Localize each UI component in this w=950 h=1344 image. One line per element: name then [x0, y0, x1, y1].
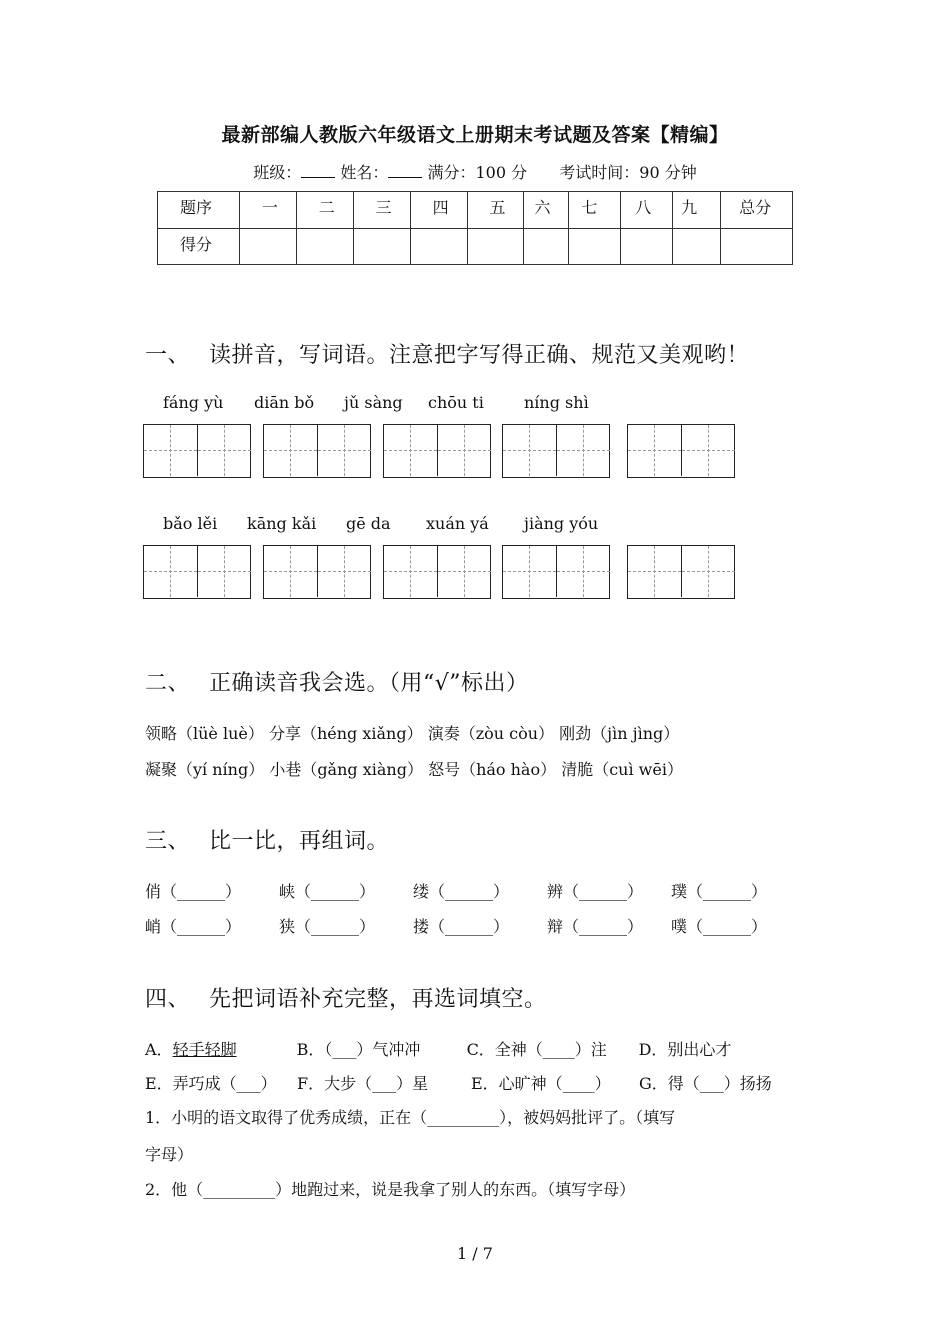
word-fill-item[interactable]: 辨（______）	[547, 882, 644, 901]
writing-grid[interactable]	[263, 424, 371, 478]
pinyin-label: chōu ti	[428, 393, 484, 412]
word-fill-item[interactable]: 璞（______）	[671, 882, 768, 901]
option-item[interactable]: E．弄巧成（___）	[145, 1074, 277, 1093]
score-header-cell: 六	[524, 192, 569, 229]
pinyin-label: xuán yá	[426, 514, 489, 533]
pinyin-row-1	[0, 393, 950, 417]
option-item[interactable]: E．心旷神（____）	[471, 1074, 611, 1093]
score-cell[interactable]	[569, 229, 621, 265]
score-cell[interactable]	[353, 229, 410, 265]
pronunciation-item[interactable]: 凝聚（yí níng）	[145, 760, 265, 779]
pronunciation-item[interactable]: 怒号（háo hào）	[428, 760, 557, 779]
section-number: 四、	[145, 987, 191, 1012]
score-cell[interactable]	[721, 229, 793, 265]
pinyin-label: kāng kǎi	[247, 514, 317, 533]
question-1[interactable]: 1．小明的语文取得了优秀成绩，正在（_________），被妈妈批评了。（填写	[145, 1108, 676, 1127]
score-cell[interactable]	[239, 229, 296, 265]
score-header-cell: 总分	[721, 192, 793, 229]
idiom-line-1	[145, 1037, 731, 1060]
score-header-cell: 八	[621, 192, 673, 229]
writing-grid[interactable]	[502, 424, 610, 478]
writing-grid[interactable]	[143, 424, 251, 478]
question-1-continued: 字母）	[145, 1145, 194, 1164]
pinyin-row-2	[0, 514, 950, 538]
word-fill-item[interactable]: 辩（______）	[547, 917, 644, 936]
word-fill-item[interactable]: 狭（______）	[279, 917, 376, 936]
writing-grid[interactable]	[383, 545, 491, 599]
score-cell[interactable]	[467, 229, 524, 265]
section-1-heading	[145, 338, 749, 369]
pronunciation-item[interactable]: 领略（lüè luè）	[145, 724, 264, 743]
score-cell[interactable]	[410, 229, 467, 265]
pronunciation-line-1	[145, 721, 679, 744]
pronunciation-item[interactable]: 小巷（gǎng xiàng）	[269, 760, 423, 779]
option-item[interactable]: G．得（___）扬扬	[639, 1074, 772, 1093]
option-item[interactable]: C．全神（____）注	[466, 1040, 607, 1059]
writing-grid[interactable]	[263, 545, 371, 599]
option-item[interactable]: B．（___）气冲冲	[296, 1040, 421, 1059]
score-cell[interactable]	[673, 229, 721, 265]
pinyin-label: fáng yù	[163, 393, 224, 412]
section-number: 二、	[145, 671, 191, 696]
pinyin-label: jiàng yóu	[524, 514, 599, 533]
option-item: D．别出心才	[638, 1040, 732, 1059]
score-header-cell: 四	[410, 192, 467, 229]
word-fill-item[interactable]: 俏（______）	[145, 882, 242, 901]
class-label: 班级：	[253, 163, 302, 182]
score-header-cell: 三	[353, 192, 410, 229]
score-header-cell: 二	[296, 192, 353, 229]
score-header-cell: 题序	[158, 192, 240, 229]
word-fill-item[interactable]: 峡（______）	[279, 882, 376, 901]
pinyin-label: bǎo lěi	[163, 514, 218, 533]
pronunciation-item[interactable]: 分享（héng xiǎng）	[268, 724, 423, 743]
score-header-cell: 五	[467, 192, 524, 229]
section-4-heading	[145, 982, 547, 1013]
score-table-score-row	[158, 229, 793, 265]
pronunciation-item[interactable]: 清脆（cuì wēi）	[561, 760, 683, 779]
score-cell[interactable]	[524, 229, 569, 265]
name-blank[interactable]	[388, 163, 422, 178]
pinyin-label: jǔ sàng	[344, 393, 403, 412]
writing-grid[interactable]	[143, 545, 251, 599]
option-a-word: 轻手轻脚	[172, 1040, 237, 1059]
score-row-label: 得分	[158, 229, 240, 265]
full-score-label: 满分：100 分	[427, 163, 528, 182]
option-item[interactable]: F．大步（___）星	[297, 1074, 429, 1093]
page-title: 最新部编人教版六年级语文上册期末考试题及答案【精编】	[221, 124, 729, 146]
pinyin-label: níng shì	[524, 393, 589, 412]
idiom-line-2	[145, 1071, 772, 1094]
writing-grid[interactable]	[383, 424, 491, 478]
word-fill-item[interactable]: 峭（______）	[145, 917, 242, 936]
pinyin-label: gē da	[346, 514, 391, 533]
score-header-cell: 七	[569, 192, 621, 229]
pronunciation-item[interactable]: 演奏（zòu còu）	[427, 724, 555, 743]
section-2-heading	[145, 666, 529, 697]
section-title: 先把词语补充完整，再选词填空。	[209, 987, 547, 1012]
section-title: 正确读音我会选。（用“√”标出）	[209, 671, 529, 696]
score-table	[157, 191, 793, 265]
exam-time-label: 考试时间：90 分钟	[559, 163, 697, 182]
score-cell[interactable]	[296, 229, 353, 265]
page-number: 1 / 7	[457, 1244, 493, 1263]
compare-line-1	[145, 879, 767, 902]
compare-line-2	[145, 914, 767, 937]
exam-info-line	[0, 160, 950, 183]
section-title: 比一比，再组词。	[209, 829, 390, 854]
pronunciation-line-2	[145, 757, 683, 780]
question-2[interactable]: 2．他（_________）地跑过来，说是我拿了别人的东西。（填写字母）	[145, 1180, 636, 1199]
section-title: 读拼音，写词语。注意把字写得正确、规范又美观哟！	[209, 343, 750, 368]
writing-grid[interactable]	[627, 424, 735, 478]
score-header-cell: 九	[673, 192, 721, 229]
section-3-heading	[145, 824, 389, 855]
score-header-cell: 一	[239, 192, 296, 229]
word-fill-item[interactable]: 噗（______）	[671, 917, 768, 936]
section-number: 三、	[145, 829, 191, 854]
pronunciation-item[interactable]: 刚劲（jìn jìng）	[559, 724, 680, 743]
pinyin-label: diān bǒ	[254, 393, 315, 412]
score-cell[interactable]	[621, 229, 673, 265]
word-fill-item[interactable]: 缕（______）	[413, 882, 510, 901]
writing-grid[interactable]	[627, 545, 735, 599]
option-a-label: A．	[145, 1040, 173, 1059]
name-label: 姓名：	[340, 163, 389, 182]
score-table-header-row	[158, 192, 793, 229]
writing-grid[interactable]	[502, 545, 610, 599]
word-fill-item[interactable]: 搂（______）	[413, 917, 510, 936]
class-blank[interactable]	[301, 163, 335, 178]
section-number: 一、	[145, 343, 191, 368]
